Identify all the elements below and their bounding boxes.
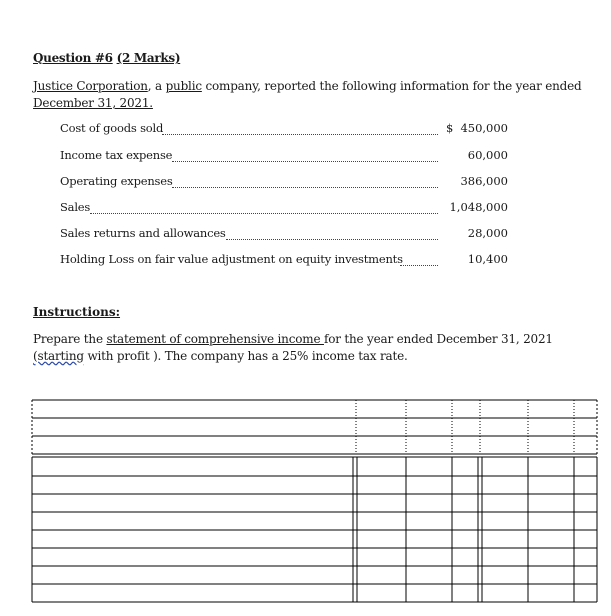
instr-text-1: Prepare the [33, 332, 107, 346]
item-value: 10,400 [467, 252, 508, 266]
question-marks: (2 Marks) [116, 51, 181, 65]
item-value: 450,000 [460, 121, 508, 135]
item-value: 28,000 [467, 226, 508, 240]
item-value: 60,000 [467, 148, 508, 162]
item-label: Income tax expense [60, 148, 173, 162]
item-value: 386,000 [460, 174, 508, 188]
item-label: Sales [60, 200, 91, 214]
question-number: Question #6 [33, 51, 113, 65]
item-label: Cost of goods sold [60, 121, 164, 135]
item-value: 1,048,000 [449, 200, 508, 214]
item-label: Sales returns and allowances [60, 226, 226, 240]
starting-word: (starting [33, 349, 84, 363]
intro-date: December 31, 2021. [33, 96, 153, 110]
instr-text-2: for the year ended December 31, 2021 [323, 332, 553, 346]
instr-text-3: with profit ). The company has a 25% income tax rate. [83, 349, 408, 363]
item-label: Operating expenses [60, 174, 173, 188]
company-name: Justice Corporation [33, 79, 148, 93]
public-word: public [165, 79, 202, 93]
intro-text-1: , a [147, 79, 166, 93]
intro-text-2: company, reported the following information for the year ended [201, 79, 582, 93]
item-label: Holding Loss on fair value adjustment on equity investments [60, 252, 403, 266]
instructions-heading: Instructions: [33, 305, 121, 319]
currency-symbol: $ [446, 121, 454, 135]
statement-name: statement of comprehensive income [106, 332, 324, 346]
